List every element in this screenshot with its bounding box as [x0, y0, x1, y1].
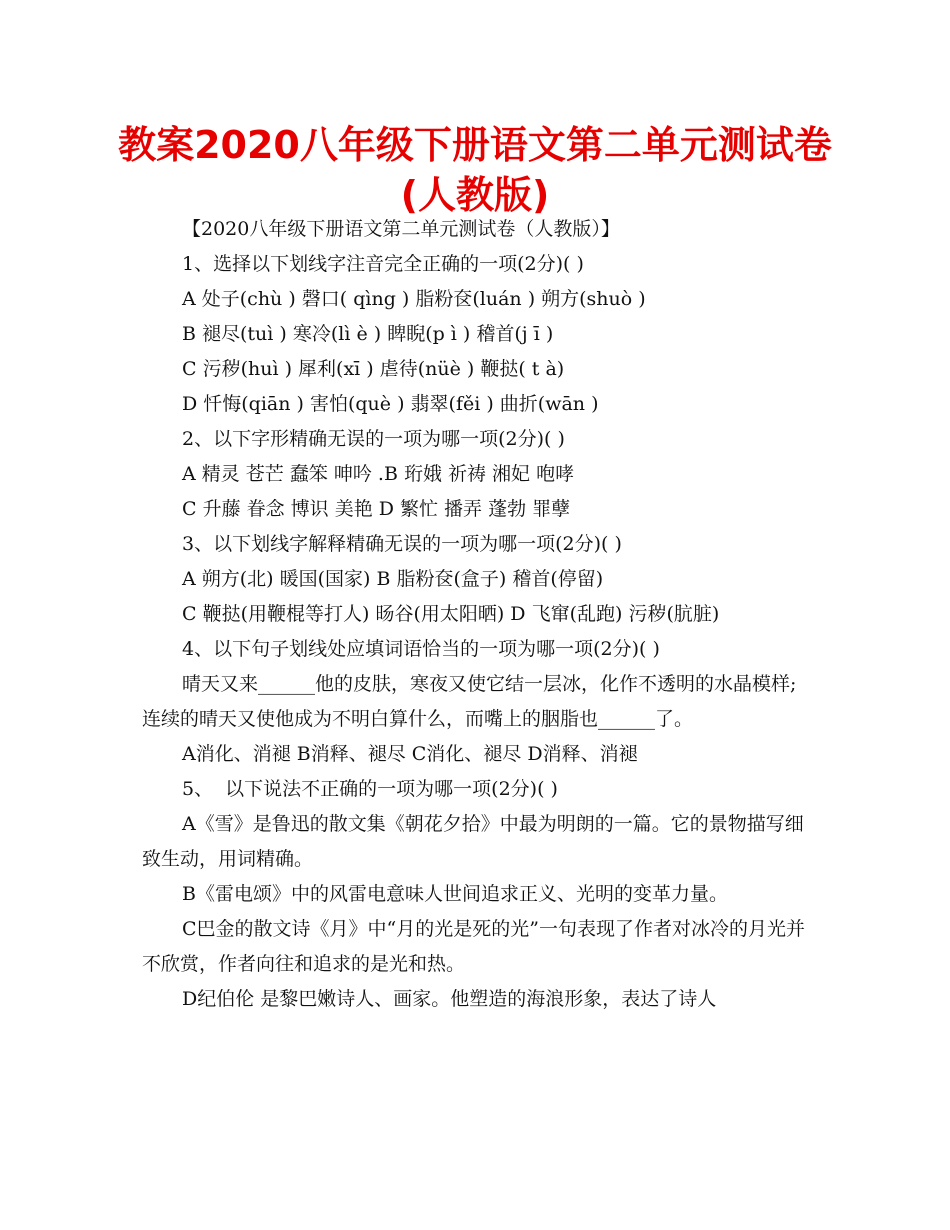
- question-1-option-d: D 忏悔(qiān ) 害怕(què ) 翡翠(fěi ) 曲折(wān ): [182, 393, 599, 415]
- document-title-line-2: (人教版): [400, 173, 550, 217]
- question-1: 1、选择以下划线字注音完全正确的一项(2分)( ): [182, 253, 584, 275]
- question-2: 2、以下字形精确无误的一项为哪一项(2分)( ): [182, 428, 565, 450]
- question-1-option-b: B 褪尽(tuì ) 寒冷(lì è ) 睥睨(p ì ) 稽首(j ī ): [182, 323, 554, 345]
- question-2-options-ab: A 精灵 苍芒 蠢笨 呻吟 .B 珩娥 祈祷 湘妃 咆哮: [182, 463, 575, 485]
- question-4-options: A消化、消褪 B消释、褪尽 C消化、褪尽 D消释、消褪: [182, 743, 638, 765]
- question-4-passage: 晴天又来______他的皮肤，寒夜又使它结一层冰，化作不透明的水晶模样;连续的晴天又使他成为不明白算什么，而嘴上的胭脂也______了。: [142, 673, 797, 730]
- question-5: 5、 以下说法不正确的一项为哪一项(2分)( ): [182, 778, 558, 800]
- question-1-option-c: C 污秽(huì ) 犀利(xī ) 虐待(nüè ) 鞭挞( t à): [182, 358, 565, 380]
- document-body: [142, 212, 814, 1017]
- question-1-option-a: A 处子(chù ) 磬口( qìng ) 脂粉奁(luán ) 朔方(shuò ): [182, 288, 646, 310]
- question-3: 3、以下划线字解释精确无误的一项为哪一项(2分)( ): [182, 533, 622, 555]
- document-title-line-1: 教案2020八年级下册语文第二单元测试卷: [118, 123, 832, 167]
- question-3-options-ab: A 朔方(北) 暖国(国家) B 脂粉奁(盒子) 稽首(停留): [182, 568, 604, 590]
- paragraph-header: 【2020八年级下册语文第二单元测试卷（人教版）】: [182, 218, 620, 240]
- question-5-option-d: D纪伯伦 是黎巴嫩诗人、画家。他塑造的海浪形象，表达了诗人: [182, 988, 717, 1010]
- question-4: 4、以下句子划线处应填词语恰当的一项为哪一项(2分)( ): [182, 638, 660, 660]
- question-5-option-c: C巴金的散文诗《月》中“月的光是死的光”一句表现了作者对冰冷的月光并不欣赏，作者向往和追求的是光和热。: [142, 918, 805, 975]
- question-5-option-a: A《雪》是鲁迅的散文集《朝花夕拾》中最为明朗的一篇。它的景物描写细致生动，用词精确。: [142, 813, 804, 870]
- question-3-options-cd: C 鞭挞(用鞭棍等打人) 旸谷(用太阳晒) D 飞窜(乱跑) 污秽(肮脏): [182, 603, 720, 625]
- question-5-option-b: B《雷电颂》中的风雷电意味人世间追求正义、光明的变革力量。: [182, 883, 728, 905]
- question-2-options-cd: C 升藤 眷念 博识 美艳 D 繁忙 播弄 蓬勃 罪孽: [182, 498, 571, 520]
